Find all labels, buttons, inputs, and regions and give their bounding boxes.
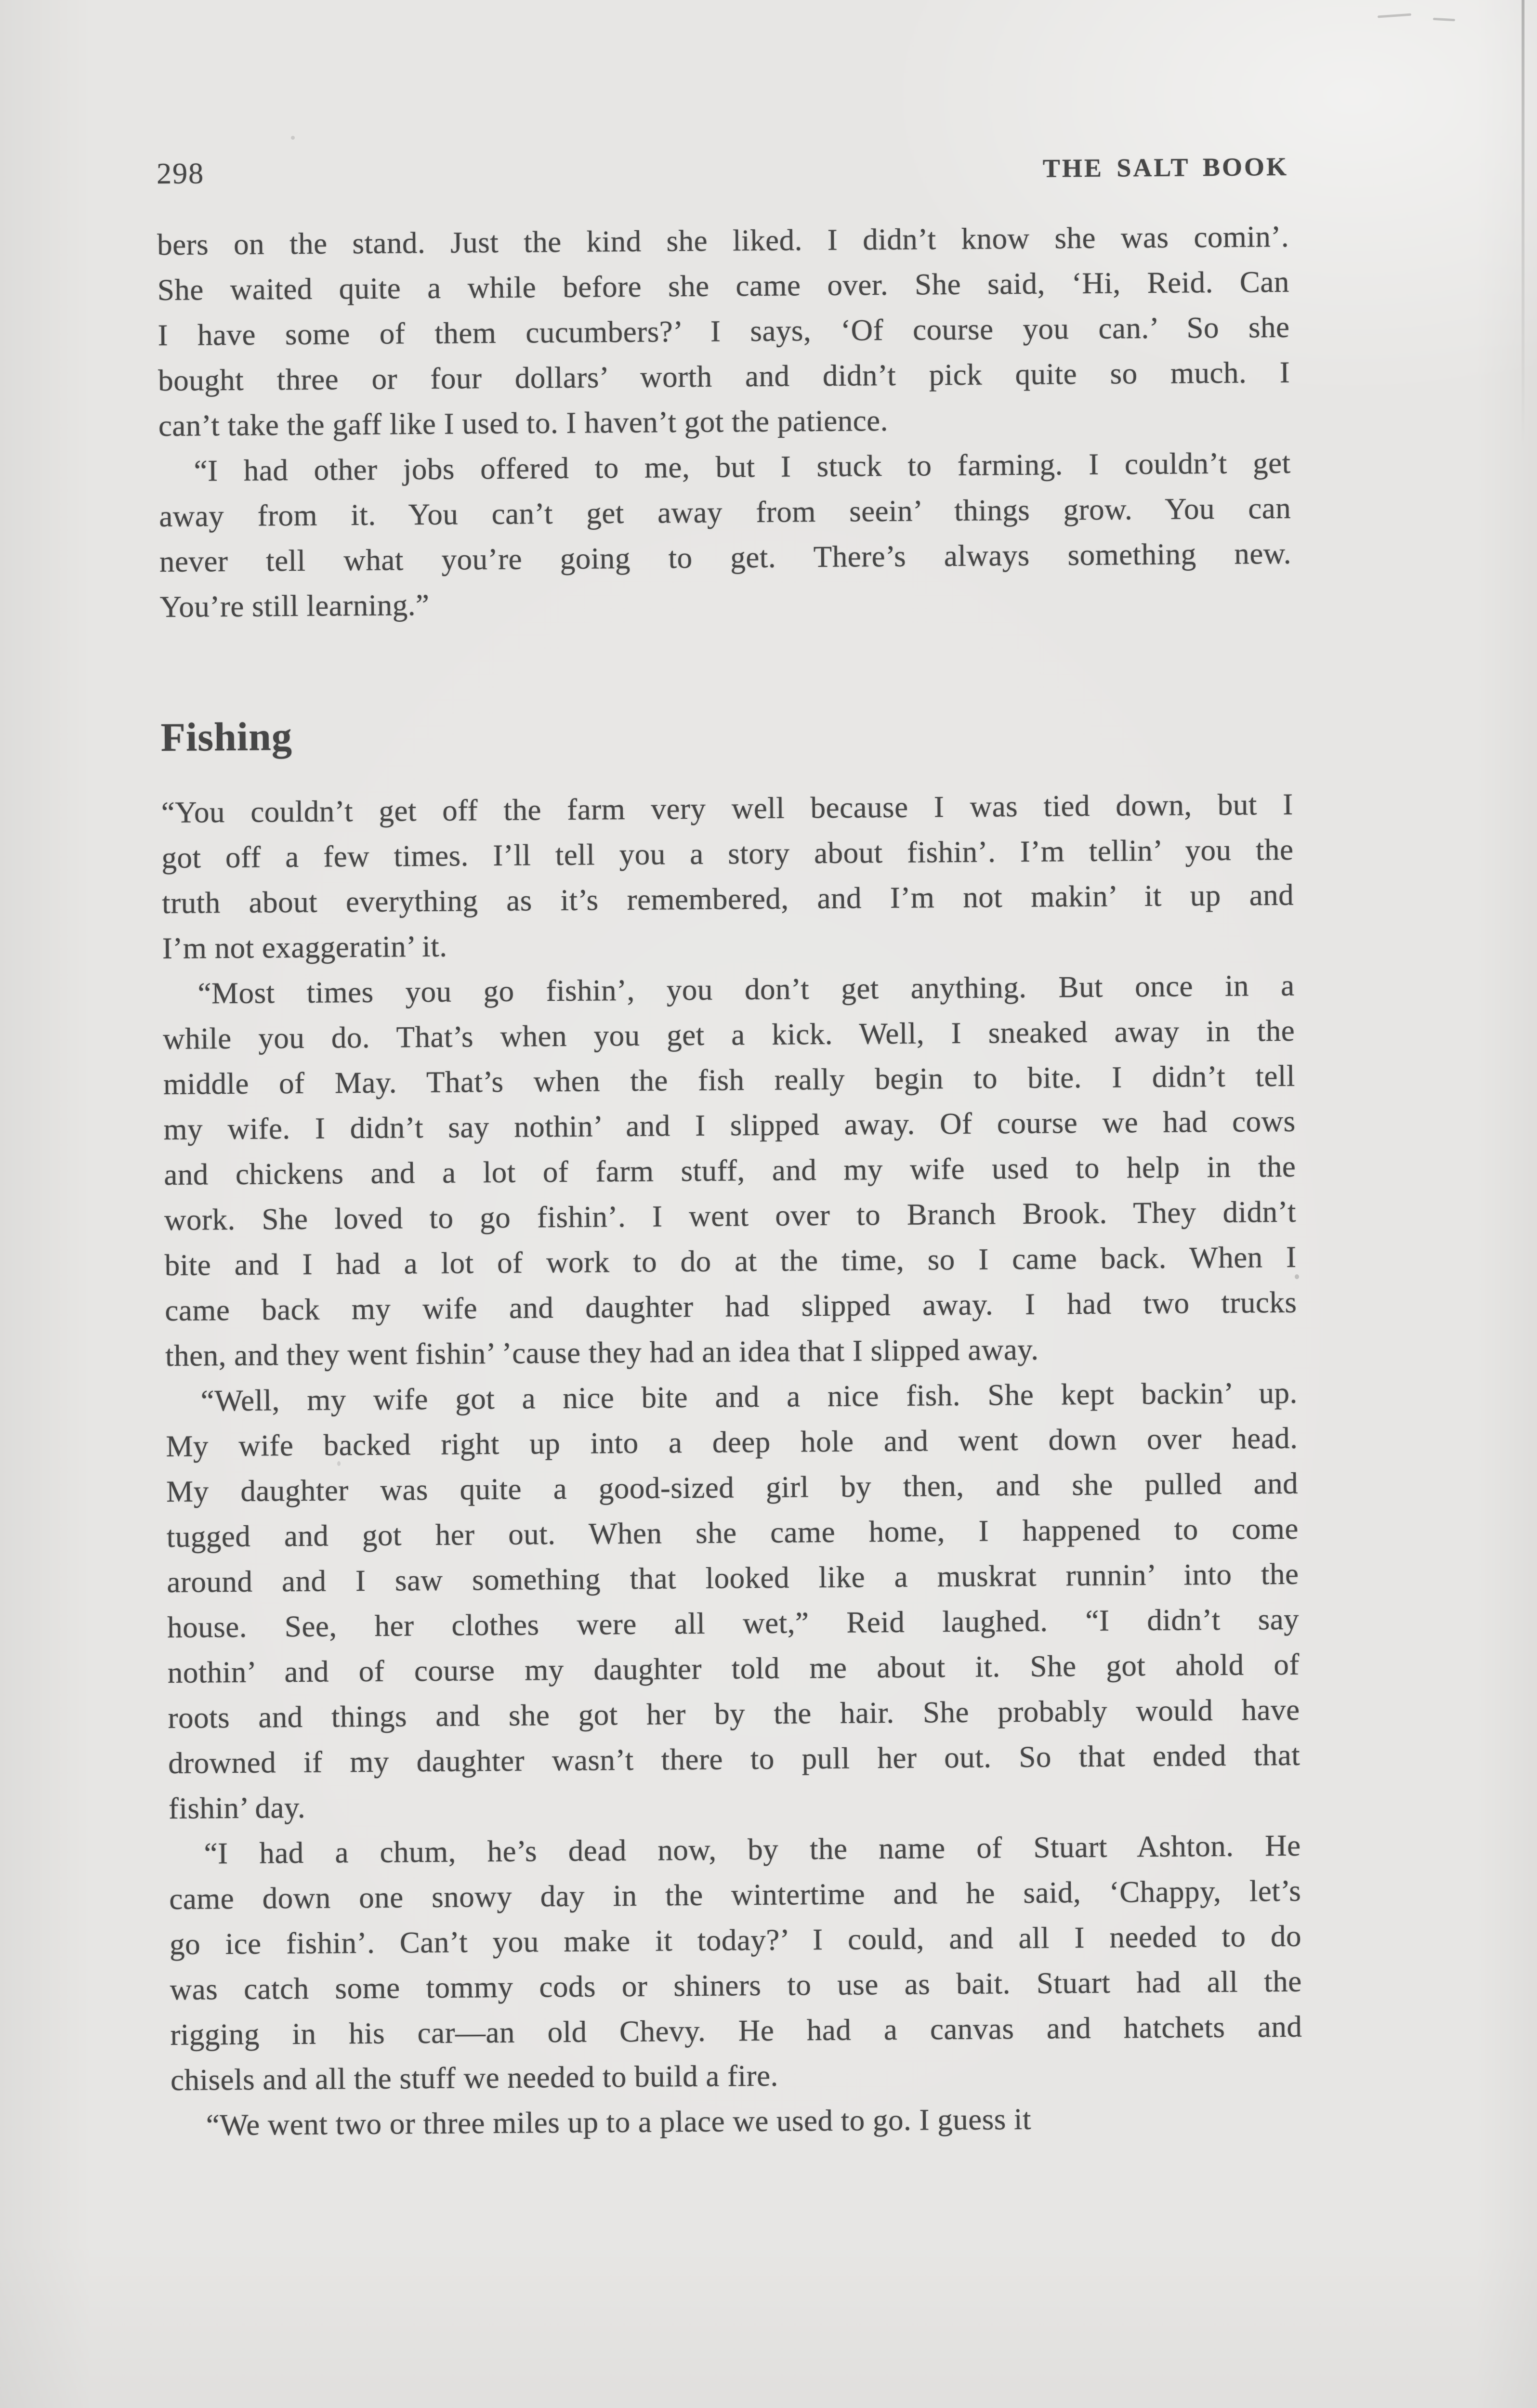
- text-line: “Most times you go fishin’, you don’t get anything. But once in a: [197, 968, 1295, 1010]
- text-line: bought three or four dollars’ worth and didn’t pick quite so much. I: [158, 355, 1290, 398]
- paper-fiber-mark: [1433, 18, 1455, 21]
- paragraph: [171, 2094, 1303, 2148]
- paragraph: [157, 214, 1290, 448]
- text-line: My daughter was quite a good-sized girl by then, and she pulled and: [166, 1466, 1299, 1508]
- section-heading: Fishing: [160, 714, 293, 760]
- text-line: came down one snowy day in the wintertime and he said, ‘Chappy, let’s: [169, 1873, 1301, 1916]
- page-number: 298: [156, 157, 205, 191]
- text-line: was catch some tommy cods or shiners to use as bait. Stuart had all the: [170, 1964, 1302, 2006]
- text-line: and chickens and a lot of farm stuff, and my wife used to help in the: [164, 1149, 1296, 1191]
- text-line: tugged and got her out. When she came home, I happened to come: [166, 1511, 1299, 1554]
- paragraph: [162, 963, 1297, 1378]
- text-line: my wife. I didn’t say nothin’ and I slipped away. Of course we had cows: [163, 1104, 1296, 1147]
- text-line: work. She loved to go fishin’. I went over to Branch Brook. They didn’t: [164, 1194, 1297, 1237]
- text-line: nothin’ and of course my daughter told me about it. She got ahold of: [167, 1647, 1300, 1689]
- text-line: I’m not exaggeratin’ it.: [162, 929, 447, 966]
- paragraph: [169, 1823, 1302, 2103]
- text-line: You’re still learning.”: [159, 588, 430, 624]
- text-line: truth about everything as it’s remembered, and I’m not makin’ it up and: [161, 877, 1294, 920]
- paragraph: [165, 1370, 1301, 1831]
- paragraph: [161, 782, 1294, 971]
- paragraph: [158, 440, 1292, 629]
- text-line: around and I saw something that looked like a muskrat runnin’ into the: [167, 1557, 1299, 1599]
- text-line: “We went two or three miles up to a place we used to go. I guess it: [206, 2102, 1032, 2142]
- text-line: “I had a chum, he’s dead now, by the name of Stuart Ashton. He: [204, 1828, 1301, 1871]
- text-line: roots and things and she got her by the hair. She probably would have: [168, 1692, 1300, 1735]
- text-line: got off a few times. I’ll tell you a story about fishin’. I’m tellin’ you the: [161, 832, 1294, 875]
- running-title: THE SALT BOOK: [1042, 152, 1289, 183]
- text-line: never tell what you’re going to get. There’s always something new.: [159, 536, 1292, 579]
- paper-fiber-mark: [1378, 13, 1411, 18]
- text-line: “I had other jobs offered to me, but I stuck to farming. I couldn’t get: [194, 445, 1291, 488]
- text-line: middle of May. That’s when the fish really begin to bite. I didn’t tell: [163, 1059, 1296, 1101]
- text-line: She waited quite a while before she came over. She said, ‘Hi, Reid. Can: [157, 264, 1290, 307]
- text-line: rigging in his car—an old Chevy. He had a canvas and hatchets and: [170, 2009, 1302, 2052]
- text-line: chisels and all the stuff we needed to build a fire.: [170, 2058, 779, 2097]
- paper-speck: [291, 136, 295, 140]
- text-line: “You couldn’t get off the farm very well because I was tied down, but I: [161, 787, 1294, 830]
- text-line: away from it. You can’t get away from seein’ things grow. You can: [159, 491, 1291, 534]
- text-line: “Well, my wife got a nice bite and a nice fish. She kept backin’ up.: [200, 1375, 1298, 1418]
- text-line: fishin’ day.: [168, 1790, 306, 1825]
- text-line: while you do. That’s when you get a kick. Well, I sneaked away in the: [162, 1013, 1295, 1056]
- scan-edge-shadow: [1522, 0, 1524, 472]
- running-head: [157, 151, 1288, 189]
- text-line: came back my wife and daughter had slipped away. I had two trucks: [165, 1285, 1297, 1327]
- page-body: [157, 214, 1303, 2148]
- text-line: house. See, her clothes were all wet,” Reid laughed. “I didn’t say: [167, 1602, 1300, 1644]
- text-line: go ice fishin’. Can’t you make it today?’ I could, and all I needed to do: [169, 1919, 1302, 1961]
- text-line: drowned if my daughter wasn’t there to pull her out. So that ended that: [168, 1738, 1301, 1780]
- text-line: bite and I had a lot of work to do at the time, so I came back. When I: [164, 1240, 1297, 1282]
- text-layer: [157, 151, 1303, 2148]
- text-line: then, and they went fishin’ ’cause they had an idea that I slipped away.: [165, 1332, 1039, 1373]
- text-line: can’t take the gaff like I used to. I haven’t got the patience.: [158, 403, 889, 443]
- text-line: bers on the stand. Just the kind she liked. I didn’t know she was comin’.: [157, 219, 1289, 262]
- text-line: My wife backed right up into a deep hole and went down over head.: [166, 1421, 1298, 1463]
- text-line: I have some of them cucumbers?’ I says, ‘Of course you can.’ So she: [158, 310, 1290, 353]
